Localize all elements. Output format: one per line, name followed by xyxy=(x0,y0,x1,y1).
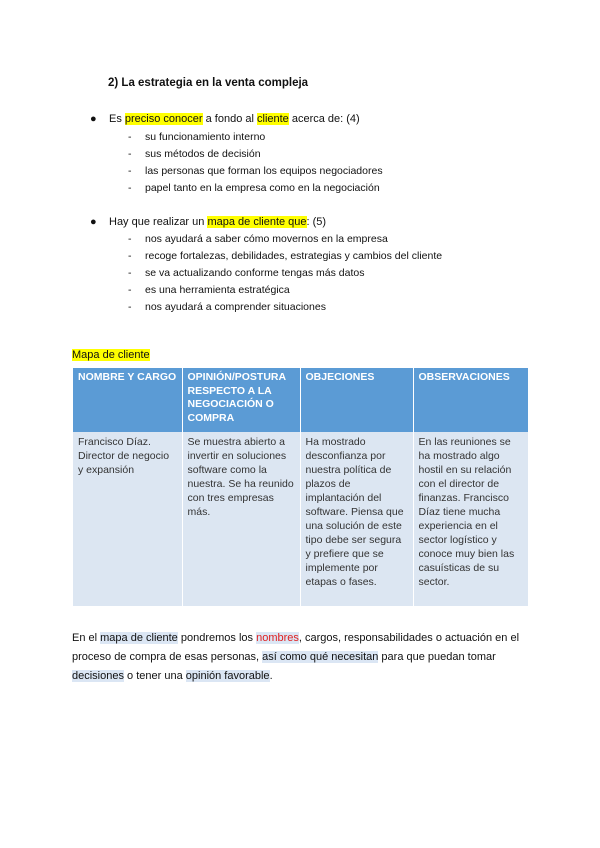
text-fragment: acerca de: (4) xyxy=(288,113,360,125)
sub-item xyxy=(128,131,265,143)
dash-icon: - xyxy=(128,250,132,262)
dash-icon: - xyxy=(128,148,132,160)
highlight-map-label: Mapa de cliente xyxy=(72,349,150,361)
text-fragment: , cargos, responsabilidades o actuación en el proceso de compra de esas personas, xyxy=(72,632,520,663)
highlight-mapa-de-cliente: mapa de cliente que xyxy=(207,216,307,228)
sub-item xyxy=(128,233,388,245)
sub-item xyxy=(128,301,326,313)
text-fragment: Hay que realizar un xyxy=(109,216,208,228)
dash-icon: - xyxy=(128,284,132,296)
sub-item-text: sus métodos de decisión xyxy=(145,148,261,160)
header-nombre-cargo: NOMBRE Y CARGO xyxy=(73,368,182,432)
header-opinion: OPINIÓN/POSTURA RESPECTO A LA NEGOCIACIÓN O COMPRA xyxy=(182,368,300,432)
sub-item xyxy=(128,250,442,262)
text-fragment: para que puedan tomar xyxy=(378,651,496,663)
summary-paragraph xyxy=(72,629,532,686)
table-header-row xyxy=(73,368,528,432)
text-fragment: En el xyxy=(72,632,101,644)
sub-item xyxy=(128,182,380,194)
sub-item-text: nos ayudará a comprender situaciones xyxy=(145,301,326,313)
highlight-decisiones: decisiones xyxy=(72,670,124,682)
text-fragment: o tener una xyxy=(123,670,186,682)
section-title: 2) La estrategia en la venta compleja xyxy=(108,77,309,89)
header-objeciones: OBJECIONES xyxy=(300,368,413,432)
dash-icon: - xyxy=(128,267,132,279)
highlight-opinion-favorable: opinión favorable xyxy=(185,670,270,682)
bullet-dot-icon: ● xyxy=(90,216,97,228)
table-row xyxy=(73,432,528,606)
dash-icon: - xyxy=(128,182,132,194)
map-label xyxy=(72,349,150,361)
cell-opinion: Se muestra abierto a invertir en soluciones software como la nuestra. Se ha reunido con tres empresas más. xyxy=(182,432,300,606)
sub-item xyxy=(128,284,290,296)
sub-item xyxy=(128,165,383,177)
sub-item xyxy=(128,267,364,279)
bullet-text xyxy=(109,216,326,228)
sub-item-text: las personas que forman los equipos negociadores xyxy=(145,165,383,177)
text-fragment: Es xyxy=(109,113,125,125)
highlight-mapa-de-cliente: mapa de cliente xyxy=(100,632,178,644)
highlight-preciso-conocer: preciso conocer xyxy=(124,113,203,125)
sub-item-text: se va actualizando conforme tengas más datos xyxy=(145,267,365,279)
highlight-que-necesitan: así como qué necesitan xyxy=(262,651,379,663)
dash-icon: - xyxy=(128,165,132,177)
bullet-text xyxy=(109,113,360,125)
cell-observaciones: En las reuniones se ha mostrado algo hostil en su relación con el director de finanzas. Francisco Díaz tiene mucha experiencia en el sector logístico y conoce muy bien las casuísticas de su sector. xyxy=(413,432,528,606)
highlight-nombres: nombres xyxy=(256,632,299,644)
highlight-cliente: cliente xyxy=(257,113,289,125)
header-observaciones: OBSERVACIONES xyxy=(413,368,528,432)
sub-item-text: es una herramienta estratégica xyxy=(145,284,290,296)
sub-item-text: recoge fortalezas, debilidades, estrategias y cambios del cliente xyxy=(145,250,443,262)
cell-nombre-cargo: Francisco Díaz. Director de negocio y expansión xyxy=(73,432,182,606)
sub-item-text: nos ayudará a saber cómo movernos en la empresa xyxy=(145,233,388,245)
text-fragment: a fondo al xyxy=(202,113,257,125)
text-fragment: . xyxy=(269,670,273,682)
cell-objeciones: Ha mostrado desconfianza por nuestra política de plazos de implantación del software. Piensa que una solución de este tipo debe ser segura y prefiere que se implemente por etapas o fases. xyxy=(300,432,413,606)
text-fragment: : (5) xyxy=(306,216,327,228)
sub-item xyxy=(128,148,261,160)
dash-icon: - xyxy=(128,233,132,245)
dash-icon: - xyxy=(128,301,132,313)
bullet-dot-icon: ● xyxy=(90,113,97,125)
sub-item-text: papel tanto en la empresa como en la negociación xyxy=(145,182,380,194)
text-fragment: pondremos los xyxy=(177,632,257,644)
client-map-table xyxy=(73,368,528,606)
dash-icon: - xyxy=(128,131,132,143)
sub-item-text: su funcionamiento interno xyxy=(145,131,266,143)
